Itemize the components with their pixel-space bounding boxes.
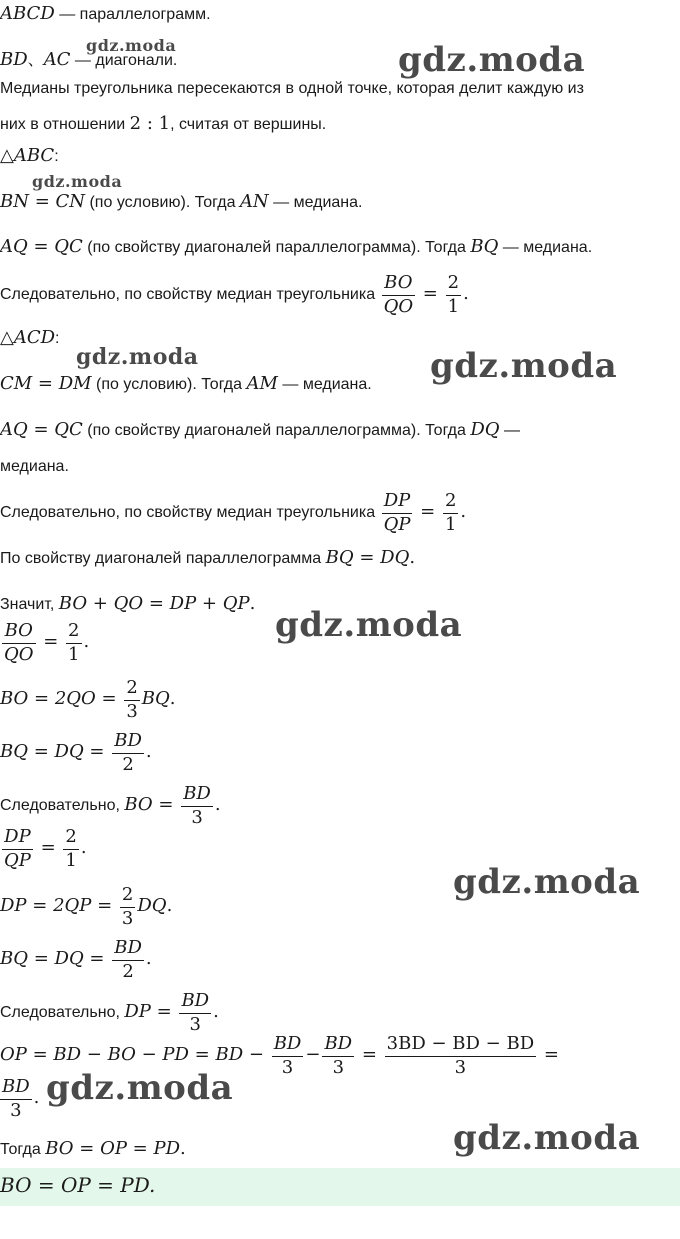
text: (по условию). Тогда [91, 376, 247, 393]
math-answer: BO = OP = PD. [0, 1173, 156, 1197]
conclusion-dp-qp [0, 490, 466, 536]
numerator: BO [2, 620, 36, 644]
math-bq-dq: BQ = DQ = [0, 948, 111, 970]
fraction-bd-3 [0, 1076, 32, 1122]
text: Тогда [0, 1141, 46, 1158]
text: (по условию). Тогда [85, 194, 240, 211]
numerator: BD [112, 937, 144, 961]
watermark-logo: gdz.moda [32, 172, 123, 191]
op-result [0, 1076, 39, 1122]
math-bo: BO = 2QO = [0, 688, 123, 710]
period: . [460, 501, 467, 523]
numerator: 2 [124, 677, 139, 701]
conclusion-bo-qo [0, 272, 469, 318]
denominator: QO [4, 643, 34, 665]
watermark-logo: gdz.moda [453, 1118, 641, 1158]
math-bo: BO = [124, 794, 180, 816]
watermark-logo: gdz.moda [46, 1068, 234, 1108]
equals: = [356, 1044, 383, 1066]
numerator: BD [322, 1033, 354, 1057]
text: Медианы треугольника пересекаются в одной точке, которая делит каждую из [0, 80, 584, 97]
ratio-bo-qo [0, 620, 89, 666]
period: . [463, 283, 469, 305]
math-triangle-acd: △ACD [0, 327, 56, 348]
text: — [499, 422, 521, 439]
text: Следовательно, [0, 797, 125, 815]
math-abcd: ABCD [0, 3, 55, 24]
dp-equation [0, 884, 172, 930]
math-bq: BQ [141, 688, 170, 710]
denominator: 3 [189, 1013, 201, 1035]
numerator: DP [382, 490, 413, 514]
math-ac: AC [43, 49, 71, 70]
conclusion-line [0, 1139, 186, 1160]
denominator: QP [383, 513, 411, 535]
dp-result [0, 990, 219, 1036]
math-bo-op-pd: BO = OP = PD [45, 1138, 180, 1159]
numerator: BD [0, 1076, 32, 1100]
fraction-2-1 [66, 620, 81, 666]
bn-cn-line [0, 192, 362, 213]
numerator: BD [179, 990, 211, 1014]
bo-result [0, 783, 221, 829]
denominator: 3 [10, 1099, 22, 1121]
watermark-logo: gdz.moda [430, 346, 618, 386]
denominator: 3 [332, 1056, 345, 1078]
fraction-bo-qo [382, 272, 416, 318]
numerator: 2 [66, 620, 81, 644]
text: Следовательно, по свойству медиан треугольника [0, 286, 380, 304]
fraction-bo-qo [2, 620, 36, 666]
equals: = [417, 283, 444, 305]
bq-half-equation-2 [0, 937, 152, 983]
period: . [166, 895, 173, 917]
math-cm-dm: CM = DM [0, 373, 92, 394]
period: . [83, 631, 90, 653]
period: . [180, 1138, 186, 1159]
fraction-2-1 [446, 272, 461, 318]
fraction-2-1 [443, 490, 458, 536]
sum-equation [0, 594, 255, 615]
equals: = [37, 631, 65, 653]
equals: = [34, 837, 62, 859]
denominator: 3 [121, 907, 134, 929]
fraction-2-3 [124, 677, 139, 723]
fraction-2-1 [63, 826, 78, 872]
denominator: 1 [444, 513, 457, 535]
math-am: AM [246, 373, 278, 394]
separator: 、 [27, 52, 44, 69]
watermark-logo: gdz.moda [453, 862, 641, 902]
watermark-logo: gdz.moda [398, 40, 586, 80]
denominator: 3 [281, 1056, 294, 1078]
denominator: 2 [122, 753, 134, 775]
triangle-acd-heading [0, 328, 60, 349]
text: медиана. [0, 458, 69, 475]
bo-equation [0, 677, 176, 723]
numerator: DP [2, 826, 33, 850]
median-word [0, 458, 69, 476]
fraction-combined [385, 1033, 536, 1079]
text: — медиана. [498, 239, 593, 256]
fraction-2-3 [120, 884, 135, 930]
math-an: AN [239, 191, 269, 212]
fraction-bd-3 [181, 783, 213, 829]
numerator: BD [181, 783, 213, 807]
median-property-line2 [0, 114, 326, 135]
math-dq: DQ [137, 895, 167, 917]
period: . [214, 794, 221, 816]
denominator: 1 [68, 643, 80, 665]
period: . [249, 593, 256, 614]
period: . [213, 1001, 219, 1023]
numerator: 2 [443, 490, 458, 514]
math-bq-dq: BQ = DQ [325, 547, 410, 568]
bq-dq-property [0, 548, 415, 569]
period: . [33, 1087, 40, 1109]
denominator: 1 [447, 295, 460, 317]
text: — параллелограмм. [54, 6, 211, 23]
statement-parallelogram [0, 4, 211, 25]
fraction-dp-qp [2, 826, 33, 872]
math-bq-dq: BQ = DQ = [0, 741, 111, 763]
math-bn-cn: BN = CN [0, 191, 86, 212]
period: . [145, 741, 152, 763]
text: них в отношении [0, 116, 130, 133]
fraction-bd-2 [112, 937, 144, 983]
minus: − [305, 1044, 321, 1066]
text: Следовательно, по свойству медиан треугольника [0, 504, 380, 522]
text: Следовательно, [0, 1004, 125, 1022]
period: . [80, 837, 87, 859]
math-ratio: 2 : 1 [129, 113, 171, 134]
text: : [54, 148, 59, 165]
fraction-bd-3-a [272, 1033, 304, 1079]
math-bd: BD [0, 49, 28, 70]
numerator: 2 [120, 884, 135, 908]
text: (по свойству диагоналей параллелограмма). Тогда [82, 239, 471, 256]
numerator: BD [272, 1033, 304, 1057]
math-triangle-abc: △ABC [0, 145, 55, 166]
numerator: 2 [63, 826, 78, 850]
math-aq-qc: AQ = QC [0, 236, 83, 257]
bq-half-equation-1 [0, 730, 152, 776]
text: — медиана. [268, 194, 363, 211]
triangle-abc-heading [0, 146, 59, 167]
period: . [409, 547, 416, 568]
watermark-logo: gdz.moda [76, 344, 199, 370]
text: — медиана. [277, 376, 372, 393]
math-dp: DP = 2QP = [0, 895, 118, 917]
numerator: BD [112, 730, 144, 754]
numerator: 2 [446, 272, 461, 296]
numerator: 3BD − BD − BD [385, 1033, 536, 1057]
numerator: BO [382, 272, 416, 296]
math-aq-qc: AQ = QC [0, 419, 83, 440]
watermark-logo: gdz.moda [275, 605, 463, 645]
final-answer [0, 1174, 155, 1198]
text: — диагонали. [70, 52, 178, 69]
math-sum: BO + QO = DP + QP [58, 593, 250, 614]
median-property-line1 [0, 80, 584, 98]
text: Значит, [0, 596, 59, 613]
text: : [55, 330, 60, 347]
equals-end: = [538, 1044, 559, 1066]
math-bq: BQ [470, 236, 499, 257]
denominator: QP [4, 849, 31, 871]
aq-qc-line-2 [0, 420, 520, 441]
period: . [169, 688, 176, 710]
denominator: 1 [65, 849, 77, 871]
cm-dm-line [0, 374, 372, 395]
fraction-bd-2 [112, 730, 144, 776]
denominator: 3 [454, 1056, 467, 1078]
text: , считая от вершины. [170, 116, 327, 133]
period: . [145, 948, 152, 970]
math-dq: DQ [470, 419, 500, 440]
math-dp: DP = [124, 1001, 178, 1023]
fraction-bd-3 [179, 990, 211, 1036]
ratio-dp-qp [0, 826, 87, 872]
aq-qc-line-1 [0, 237, 592, 258]
equals: = [414, 501, 441, 523]
text: По свойству диагоналей параллелограмма [0, 550, 326, 567]
fraction-bd-3-b [322, 1033, 354, 1079]
text: (по свойству диагоналей параллелограмма). Тогда [82, 422, 471, 439]
denominator: QO [383, 295, 414, 317]
denominator: 3 [191, 806, 203, 828]
denominator: 2 [122, 960, 134, 982]
fraction-dp-qp [382, 490, 413, 536]
math-op: OP = BD − BO − PD = BD − [0, 1044, 270, 1066]
denominator: 3 [126, 700, 138, 722]
watermark-logo: gdz.moda [86, 36, 177, 55]
